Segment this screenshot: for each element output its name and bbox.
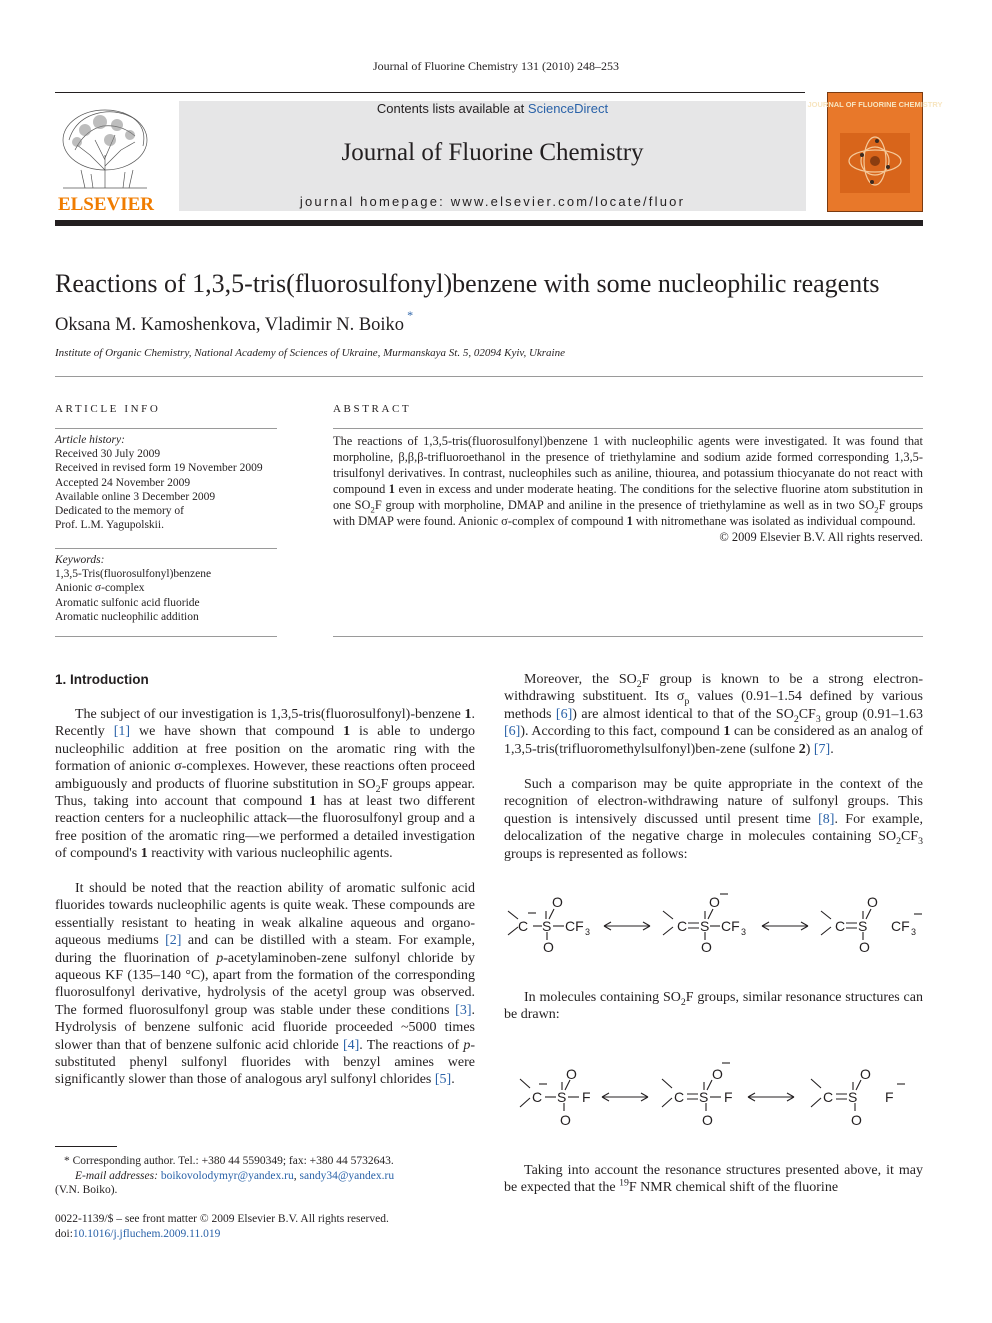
history-item: Received in revised form 19 November 2009	[55, 462, 263, 475]
header-thick-rule	[55, 220, 923, 226]
abstract-rule	[333, 428, 923, 429]
atom-label: O	[860, 1066, 871, 1082]
cover-image	[807, 93, 943, 211]
ref-link[interactable]: [8]	[818, 811, 835, 827]
subscript-label: 3	[585, 927, 591, 937]
atom-label: F	[885, 1089, 894, 1105]
issn-line: 0022-1139/$ – see front matter © 2009 Elsevier B.V. All rights reserved.	[55, 1213, 389, 1225]
atom-label: O	[702, 1112, 713, 1128]
footnote-emails: E-mail addresses: boikovolodymyr@yandex.ru, sandy34@yandex.ru	[75, 1169, 395, 1182]
history-item: Prof. L.M. Yagupolskii.	[55, 519, 164, 532]
ref-link[interactable]: [5]	[434, 1072, 452, 1088]
article-info-heading: ARTICLE INFO	[55, 403, 161, 415]
section-heading-introduction: 1. Introduction	[55, 672, 149, 687]
history-item: Accepted 24 November 2009	[55, 476, 191, 489]
atom-label: S	[699, 1089, 709, 1105]
article-history	[55, 433, 285, 532]
keyword: Aromatic sulfonic acid fluoride	[55, 596, 200, 609]
sciencedirect-link[interactable]: ScienceDirect	[527, 101, 609, 116]
title-rule	[55, 376, 923, 377]
atom-label: O	[552, 894, 563, 910]
footnote-corresponding: * Corresponding author. Tel.: +380 44 5590349; fax: +380 44 5732643.	[64, 1155, 394, 1167]
history-item: Dedicated to the memory of	[55, 505, 185, 518]
contents-prefix: Contents lists available at	[376, 101, 528, 116]
atom-label: O	[543, 939, 554, 955]
intro-paragraph-1: The subject of our investigation is 1,3,5-tris(fluorosulfonyl)-benzene 1. Recently [1] we have shown that compound 1 is able to undergo nucleophilic addition at free position on the aromatic ring with the formation of anionic σ-complexes. However, these reactions often proceed ambiguously and products of fluorine substitution in $SO_2F$ groups appear. Thus, taking into account that compound 1 has at least two different reaction centers for a nucleophilic attack—the fluorosulfonyl group and a free position of the aromatic ring—we performed a detailed investigation of compound's 1 reactivity with various nucleophilic agents.	[55, 707, 475, 862]
ref-link[interactable]: [1]	[113, 724, 131, 740]
ref-link[interactable]: [6]	[504, 724, 521, 740]
header-rule	[55, 92, 805, 93]
subscript-label: 3	[911, 927, 917, 937]
atom-label: O	[851, 1112, 862, 1128]
front-matter	[55, 1212, 485, 1241]
ref-link[interactable]: [3]	[455, 1002, 472, 1018]
resonance-scheme-cf3	[500, 885, 930, 957]
doi-line: doi:10.1016/j.jfluchem.2009.11.019	[55, 1227, 221, 1240]
atom-label: C	[532, 1089, 543, 1105]
group-label: CF	[721, 918, 740, 934]
contents-line	[179, 101, 806, 116]
authors	[55, 307, 414, 336]
cover-title: JOURNAL OF FLUORINE CHEMISTRY	[807, 100, 943, 109]
atom-label: O	[709, 894, 720, 910]
footnote-name: (V.N. Boiko).	[55, 1184, 118, 1196]
resonance-scheme-so2f	[510, 1055, 920, 1130]
atom-label: C	[823, 1089, 834, 1105]
email-link[interactable]: sandy34@yandex.ru	[299, 1169, 395, 1182]
doi-link[interactable]: 10.1016/j.jfluchem.2009.11.019	[72, 1227, 221, 1240]
group-label: CF	[565, 918, 584, 934]
atom-label: O	[560, 1112, 571, 1128]
atom-label: C	[674, 1089, 685, 1105]
keyword: 1,3,5-Tris(fluorosulfonyl)benzene	[55, 568, 212, 581]
ref-link[interactable]: [4]	[342, 1037, 360, 1053]
elsevier-wordmark: ELSEVIER	[57, 194, 155, 215]
atom-label: O	[566, 1066, 577, 1082]
info-bottom-rule	[55, 636, 277, 637]
atom-label: C	[835, 918, 846, 934]
affiliation: Institute of Organic Chemistry, National Academy of Sciences of Ukraine, Murmanskaya St. 5, 02094 Kyiv, Ukraine	[55, 347, 565, 359]
right-paragraph-2: Such a comparison may be quite appropriate in the context of the recognition of electron-withdrawing nature of sulfonyl groups. This question is intensively discussed until present time [8]. For example, delocalization of the negative charge in molecules containing $SO_2CF_3$ groups is represented as follows:	[504, 777, 923, 862]
journal-homepage[interactable]: journal homepage: www.elsevier.com/locate/fluor	[299, 194, 686, 209]
atom-label: F	[724, 1089, 733, 1105]
article-info-rule	[55, 428, 277, 429]
journal-cover[interactable]	[807, 92, 943, 212]
history-item: Available online 3 December 2009	[55, 490, 216, 503]
atom-label: O	[712, 1066, 723, 1082]
abstract-copyright: © 2009 Elsevier B.V. All rights reserved.	[719, 530, 923, 544]
author-names: Oksana M. Kamoshenkova, Vladimir N. Boiko	[55, 315, 405, 335]
atom-label: S	[848, 1089, 858, 1105]
keyword: Aromatic nucleophilic addition	[55, 610, 199, 623]
atom-label: S	[858, 918, 868, 934]
right-paragraph-3: In molecules containing $SO_2F$ groups, similar resonance structures can be drawn:	[504, 990, 923, 1023]
atom-label: O	[701, 939, 712, 955]
footnote-rule	[55, 1146, 117, 1147]
ref-link[interactable]: [6]	[555, 706, 573, 722]
ref-link[interactable]: [2]	[165, 933, 182, 949]
history-item: Received 30 July 2009	[55, 448, 161, 461]
keywords	[55, 553, 285, 624]
keyword: Anionic σ-complex	[55, 582, 145, 595]
ref-link[interactable]: [7]	[813, 741, 831, 757]
history-label: Article history:	[55, 434, 125, 446]
abstract-bottom-rule	[333, 636, 923, 637]
keywords-rule	[55, 548, 277, 549]
elsevier-tree-icon	[55, 100, 157, 215]
atom-label: S	[700, 918, 710, 934]
elsevier-logo[interactable]	[55, 100, 157, 215]
email-link[interactable]: boikovolodymyr@yandex.ru	[160, 1169, 294, 1182]
right-paragraph-4: Taking into account the resonance structures presented above, it may be expected that the $^{19}$F NMR chemical shift of the fluorine	[504, 1163, 923, 1196]
footnotes	[55, 1154, 485, 1198]
subscript-label: 3	[741, 927, 747, 937]
atom-label: O	[867, 894, 878, 910]
abstract-text: The reactions of 1,3,5-tris(fluorosulfonyl)benzene 1 with nucleophilic agents were investigated. It was found that morpholine, β,β,β-trifluoroethanol in the presence of triethylamine and sodium azide formed corresponding 1,3,5-trisulfonyl derivatives. In contrast, nucleophiles such as aniline, thiourea, and potassium thiocyanate do not react with compound 1 even in excess and under moderate heating. The conditions for the selective fluorine atom substitution in one $SO_2F$ group with morpholine, DMAP and aniline in the presence of triethylamine as well as in two $SO_2F$ groups with DMAP were found. Anionic σ-complex of compound 1 with nitromethane was isolated as individual compound. © 2009 Elsevier B.V. All rights reserved.	[333, 434, 924, 544]
atom-label: F	[582, 1089, 591, 1105]
journal-citation: Journal of Fluorine Chemistry 131 (2010) 248–253	[373, 59, 619, 73]
atom-label: C	[518, 918, 529, 934]
right-paragraph-1: Moreover, the $SO_2F$ group is known to be a strong electron-withdrawing substituent. Its $\sigma_p$ values (0.91–1.54 defined by various methods [6]) are almost identical to that of the $SO_2CF_3$ group (0.91–1.63 [6]). According to this fact, compound 1 can be considered as an analog of 1,3,5-tris(trifluoromethylsulfonyl)ben-zene (sulfone 2) [7].	[504, 672, 924, 757]
group-label: CF	[891, 918, 910, 934]
atom-label: O	[859, 939, 870, 955]
intro-paragraph-2: It should be noted that the reaction ability of aromatic sulfonic acid fluorides towards nucleophilic agents is quite weak. These compounds are essentially resistant to heating in weak alkaline aqueous and organo-aqueous mediums [2] and can be distilled with a steam. For example, during the fluorination of p-acetylaminoben-zene sulfonyl chloride by aqueous KF (135–140 °C), apart from the formation of the corresponding fluorosulfonyl derivative, hydrolysis of the acetyl group was observed. The formed fluorosulfonyl group was stable under these conditions [3]. Hydrolysis of benzene sulfonic acid fluoride proceeded ~5000 times slower than that of benzene sulfonic acid chloride [4]. The reactions of p-substituted phenyl sulfonyl fluorides with benzyl amines were significantly slower than those of analogous aryl sulfonyl chlorides [5].	[55, 881, 475, 1088]
keywords-label: Keywords:	[55, 554, 105, 566]
journal-title: Journal of Fluorine Chemistry	[341, 139, 644, 166]
atom-label: S	[557, 1089, 567, 1105]
atom-label: S	[542, 918, 552, 934]
abstract-heading: ABSTRACT	[333, 403, 412, 415]
corresponding-author-mark[interactable]: *	[407, 307, 414, 322]
article-title: Reactions of 1,3,5-tris(fluorosulfonyl)benzene with some nucleophilic reagents	[55, 269, 880, 298]
atom-label: C	[677, 918, 688, 934]
